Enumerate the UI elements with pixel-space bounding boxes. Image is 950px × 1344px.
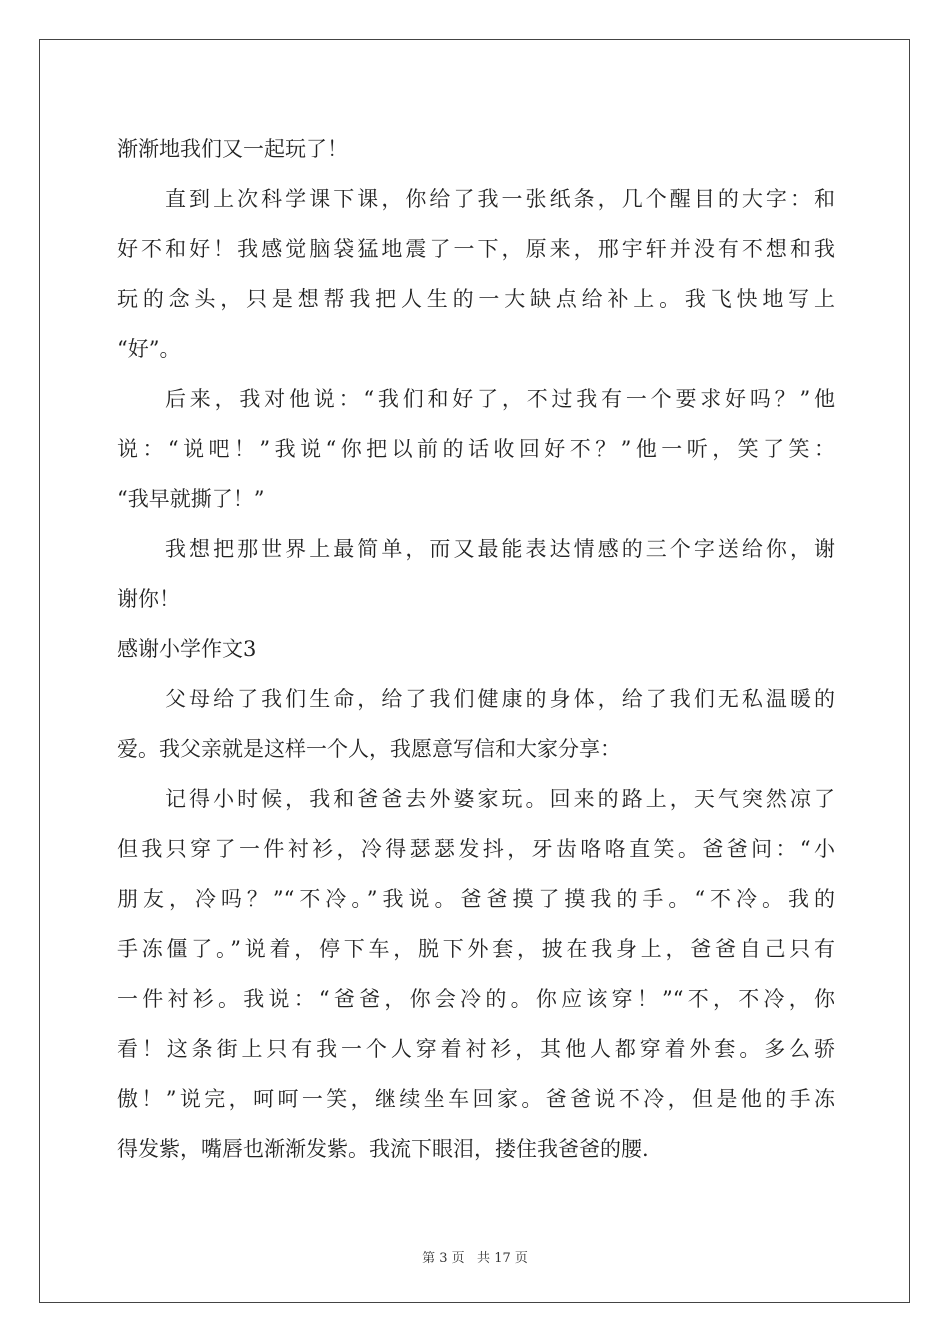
document-body [117, 124, 835, 1174]
text-line: 爱。我父亲就是这样一个人，我愿意写信和大家分享： [117, 737, 621, 761]
text-line: 得发紫，嘴唇也渐渐发紫。我流下眼泪，搂住我爸爸的腰. [117, 1137, 649, 1161]
text-line: 直到上次科学课下课，你给了我一张纸条，几个醒目的大字：和 [165, 187, 835, 211]
text-line: 渐渐地我们又一起玩了！ [117, 137, 348, 161]
text-line: 谢你！ [117, 587, 180, 611]
text-line: 记得小时候，我和爸爸去外婆家玩。回来的路上，天气突然凉了 [165, 787, 835, 811]
text-line: 后来，我对他说：“我们和好了，不过我有一个要求好吗？”他 [165, 387, 835, 411]
text-line: 一件衬衫。我说：“爸爸，你会冷的。你应该穿！”“不，不冷，你 [117, 987, 835, 1011]
text-line: 好不和好！我感觉脑袋猛地震了一下，原来，邢宇轩并没有不想和我 [117, 237, 835, 261]
section-title: 感谢小学作文3 [117, 637, 257, 661]
text-line: 手冻僵了。”说着，停下车，脱下外套，披在我身上，爸爸自己只有 [117, 937, 835, 961]
text-line: “好”。 [117, 337, 181, 361]
text-line: 玩的念头，只是想帮我把人生的一大缺点给补上。我飞快地写上 [117, 287, 835, 311]
text-line: 朋友，冷吗？”“不冷。”我说。爸爸摸了摸我的手。“不冷。我的 [117, 887, 835, 911]
text-line: 说：“说吧！”我说“你把以前的话收回好不？”他一听，笑了笑： [117, 437, 835, 461]
text-line: 我想把那世界上最简单，而又最能表达情感的三个字送给你，谢 [165, 537, 835, 561]
text-line: “我早就撕了！” [117, 487, 265, 511]
page-number-footer: 第 3 页 共 17 页 [422, 1251, 528, 1266]
text-line: 看！这条街上只有我一个人穿着衬衫，其他人都穿着外套。多么骄 [117, 1037, 835, 1061]
text-line: 但我只穿了一件衬衫，冷得瑟瑟发抖，牙齿咯咯直笑。爸爸问：“小 [117, 837, 835, 861]
text-line: 父母给了我们生命，给了我们健康的身体，给了我们无私温暖的 [165, 687, 835, 711]
text-line: 傲！”说完，呵呵一笑，继续坐车回家。爸爸说不冷，但是他的手冻 [117, 1087, 835, 1111]
